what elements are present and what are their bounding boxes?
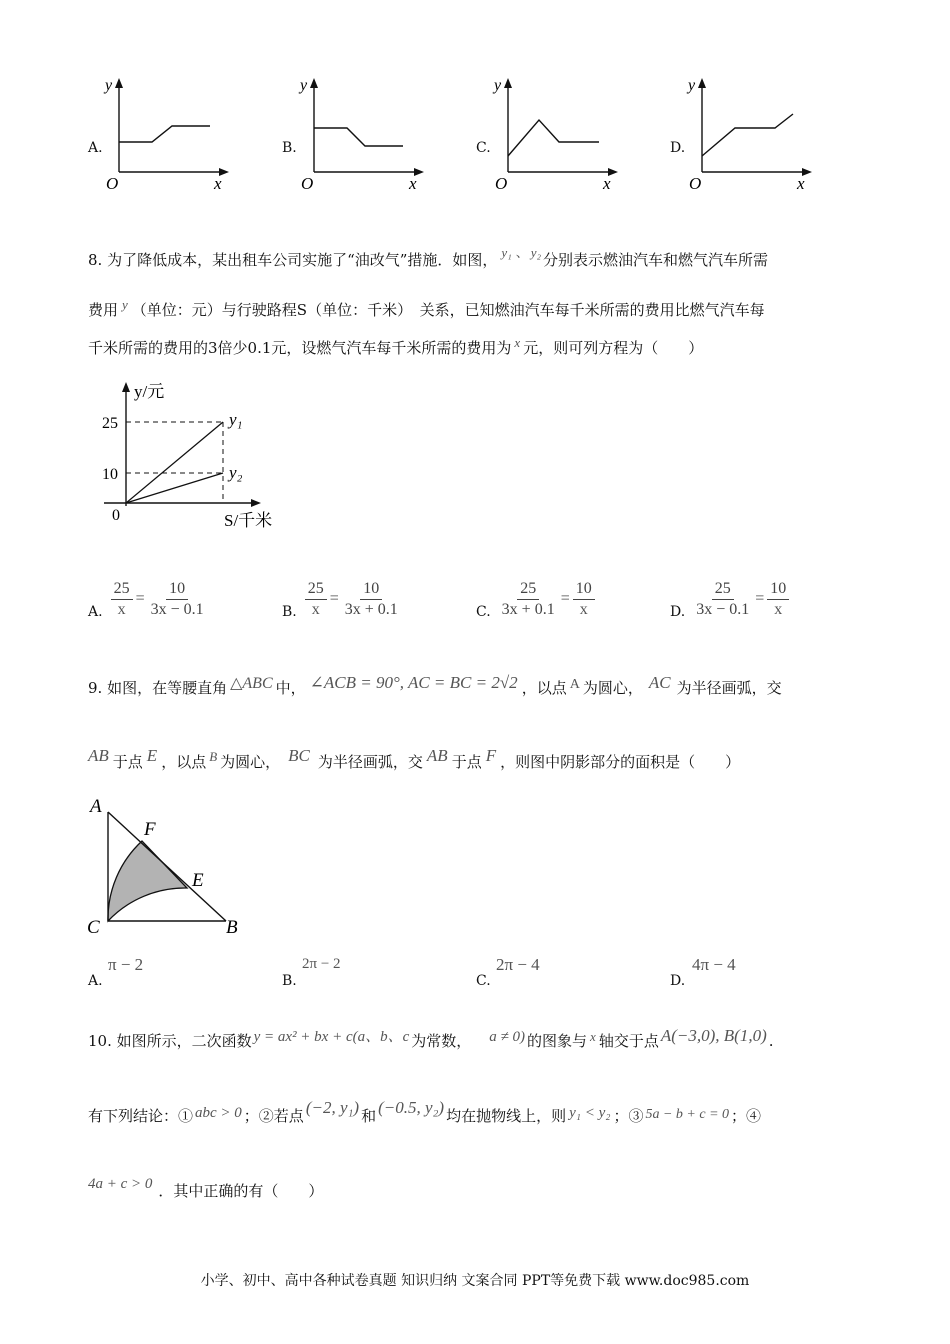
q7-d-origin: O (689, 174, 702, 193)
q9-line-1: 9. 如图，在等腰直角 △ABC 中， ∠ACB = 90°, AC = BC = 2√2 ，以点 A 为圆心， AC 为半径画弧，交 (88, 673, 782, 697)
q7-c-x-label: x (603, 174, 611, 193)
q7-d-x-label: x (797, 174, 805, 193)
q9-option-d-value: 4π − 4 (692, 955, 736, 974)
q7-option-c-label: C. (476, 140, 491, 156)
q7-graph-b (295, 72, 430, 197)
q10-line-1: 10. 如图所示，二次函数 y = ax² + bx + c(a、b、c 为常数， a ≠ 0) 的图象与 x 轴交于点 A(−3,0), B(1,0) . (88, 1026, 774, 1050)
q8-origin: 0 (112, 507, 120, 524)
q7-option-b-label: B. (282, 140, 297, 156)
q7-b-y-label: y (300, 77, 308, 94)
q8-line-3: 千米所需的费用的3倍少0.1元，设燃气汽车每千米所需的费用为 x 元，则可列方程为（ ） (88, 335, 704, 357)
q7-b-x-label: x (409, 174, 417, 193)
q9-label-c: C (87, 917, 100, 938)
q9-option-b: B. (282, 973, 297, 989)
q7-a-origin: O (106, 174, 119, 193)
q9-option-c: C. (476, 973, 491, 989)
q8-option-c: C. $\frac{25}{3x + 0.1}$ = $\frac{10}{x}$ (476, 578, 595, 620)
q9-line-2: AB 于点 E ，以点 B 为圆心， BC 为半径画弧，交 AB 于点 F ，则图中阴影部分的面积是（ ） (88, 746, 741, 771)
q7-graph-d (683, 72, 818, 197)
q9-option-a-value: π − 2 (108, 955, 144, 974)
q7-c-origin: O (495, 174, 508, 193)
q8-tick-10: 10 (102, 466, 118, 483)
q8-y1-label: y₁ (229, 410, 243, 429)
q8-x-axis-label: S/千米 (224, 511, 273, 530)
q7-graph-a (100, 72, 235, 197)
q8-y-axis-label: y/元 (134, 382, 165, 401)
q8-graph (96, 378, 296, 533)
q9-option-c-value: 2π − 4 (496, 955, 540, 974)
q9-option-a: A. (88, 973, 103, 989)
q7-b-origin: O (301, 174, 314, 193)
q9-figure (80, 790, 260, 940)
q10-line-3: 4a + c > 0 ．其中正确的有（ ） (88, 1176, 324, 1200)
q9-option-d: D. (670, 973, 686, 989)
q7-option-d-label: D. (670, 140, 686, 156)
q7-d-y-label: y (688, 77, 696, 94)
q8-tick-25: 25 (102, 415, 118, 432)
q7-graph-c (489, 72, 624, 197)
q9-label-a: A (90, 796, 102, 817)
q9-option-b-value: 2π − 2 (302, 956, 341, 972)
q8-option-a: A. $\frac{25}{x}$ = $\frac{10}{3x - 0.1}$ (88, 579, 204, 620)
q7-a-x-label: x (214, 174, 222, 193)
q7-option-a-label: A. (88, 140, 103, 156)
q9-label-f: F (144, 819, 156, 840)
q8-line-1: 8. 为了降低成本，某出租车公司实施了“油改气”措施．如图， y₁ 、 y₂ 分别表示燃油汽车和燃气汽车所需 (88, 245, 769, 269)
q7-a-y-label: y (105, 77, 113, 94)
q8-y2-label: y₂ (229, 463, 243, 482)
q9-label-e: E (192, 870, 204, 891)
q8-option-b: B. $\frac{25}{x}$ = $\frac{10}{3x + 0.1}$ (282, 579, 398, 620)
q10-line-2: 有下列结论：① abc > 0 ；②若点 (−2, y₁) 和 (−0.5, y₂) 均在抛物线上，则 y₁ < y₂ ；③ 5a − b + c = 0 ；④ (88, 1098, 762, 1125)
page-footer: 小学、初中、高中各种试卷真题 知识归纳 文案合同 PPT等免费下载 www.doc985.com (200, 1273, 750, 1289)
q7-c-y-label: y (494, 77, 502, 94)
q9-label-b: B (226, 917, 238, 938)
q8-line-2: 费用 y （单位：元）与行驶路程S（单位：千米） 关系，已知燃油汽车每千米所需的费用比燃气汽车每 (88, 297, 765, 319)
q8-option-d: D. $\frac{25}{3x - 0.1}$ = $\frac{10}{x}$ (670, 578, 789, 620)
